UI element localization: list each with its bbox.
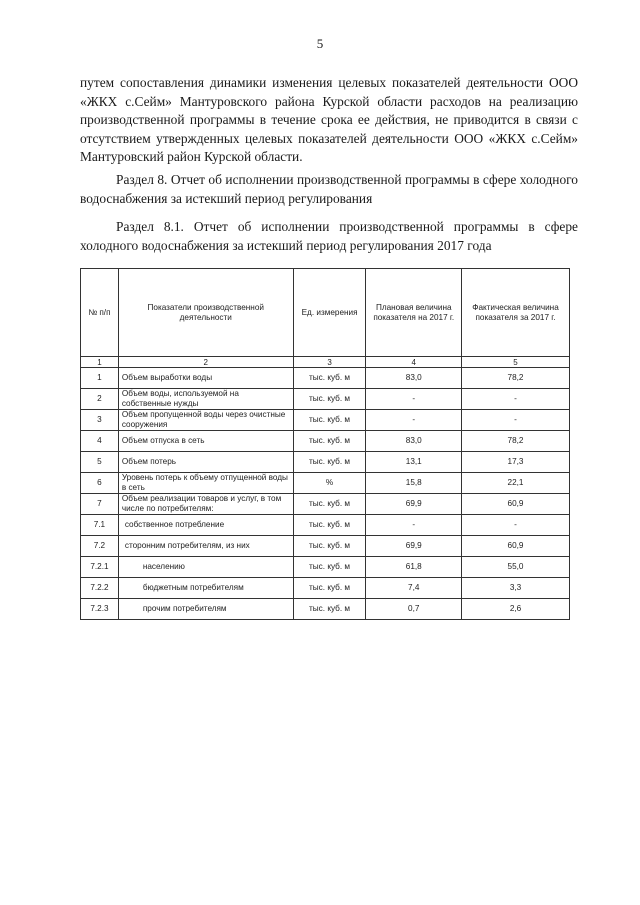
- cell-plan: -: [366, 515, 462, 536]
- cell-fact: 78,2: [462, 431, 570, 452]
- cell-fact: 60,9: [462, 494, 570, 515]
- cell-fact: 60,9: [462, 536, 570, 557]
- cell-name: Объем воды, используемой на собственные нужды: [118, 389, 293, 410]
- cell-plan: 83,0: [366, 431, 462, 452]
- cell-unit: тыс. куб. м: [293, 578, 366, 599]
- cell-fact: 78,2: [462, 368, 570, 389]
- cell-name: Объем пропущенной воды через очистные сооружения: [118, 410, 293, 431]
- cell-unit: тыс. куб. м: [293, 389, 366, 410]
- cell-num: 7.2.3: [81, 599, 119, 620]
- header-name: Показатели производственной деятельности: [118, 269, 293, 357]
- cell-plan: 61,8: [366, 557, 462, 578]
- cell-name: Уровень потерь к объему отпущенной воды в сеть: [118, 473, 293, 494]
- table-row: [81, 452, 570, 473]
- column-index-cell: 5: [462, 357, 570, 368]
- cell-name: Объем потерь: [118, 452, 293, 473]
- cell-unit: %: [293, 473, 366, 494]
- header-num: № п/п: [81, 269, 119, 357]
- page-number: 5: [316, 36, 324, 51]
- cell-name: Объем выработки воды: [118, 368, 293, 389]
- cell-fact: 17,3: [462, 452, 570, 473]
- cell-num: 7.2.1: [81, 557, 119, 578]
- cell-plan: 69,9: [366, 536, 462, 557]
- cell-fact: 55,0: [462, 557, 570, 578]
- column-index-cell: 3: [293, 357, 366, 368]
- cell-name: Объем отпуска в сеть: [118, 431, 293, 452]
- cell-num: 7.2.2: [81, 578, 119, 599]
- report-table: [80, 268, 570, 620]
- header-plan: Плановая величина показателя на 2017 г.: [366, 269, 462, 357]
- cell-plan: 15,8: [366, 473, 462, 494]
- table-row: [81, 515, 570, 536]
- table-header-row: [81, 269, 570, 357]
- column-index-cell: 4: [366, 357, 462, 368]
- cell-plan: 13,1: [366, 452, 462, 473]
- cell-unit: тыс. куб. м: [293, 536, 366, 557]
- cell-num: 7: [81, 494, 119, 515]
- table-row: [81, 494, 570, 515]
- cell-num: 1: [81, 368, 119, 389]
- cell-unit: тыс. куб. м: [293, 431, 366, 452]
- column-index-cell: 1: [81, 357, 119, 368]
- table-row: [81, 389, 570, 410]
- subsection-heading: Раздел 8.1. Отчет об исполнении производственной программы в сфере холодного водоснабжения за истекший период регулирования 2017 года: [80, 219, 578, 253]
- table-row: [81, 431, 570, 452]
- column-index-cell: 2: [118, 357, 293, 368]
- cell-unit: тыс. куб. м: [293, 557, 366, 578]
- cell-num: 7.1: [81, 515, 119, 536]
- cell-name: Объем реализации товаров и услуг, в том числе по потребителям:: [118, 494, 293, 515]
- cell-unit: тыс. куб. м: [293, 515, 366, 536]
- section-heading: Раздел 8. Отчет об исполнении производственной программы в сфере холодного водоснабжения за истекший период регулирования: [80, 172, 578, 206]
- table-row: [81, 557, 570, 578]
- cell-num: 5: [81, 452, 119, 473]
- table-row: [81, 368, 570, 389]
- cell-plan: 0,7: [366, 599, 462, 620]
- table-row: [81, 578, 570, 599]
- cell-unit: тыс. куб. м: [293, 599, 366, 620]
- cell-fact: 3,3: [462, 578, 570, 599]
- cell-num: 4: [81, 431, 119, 452]
- cell-unit: тыс. куб. м: [293, 494, 366, 515]
- cell-fact: 2,6: [462, 599, 570, 620]
- column-index-row: [81, 357, 570, 368]
- cell-num: 3: [81, 410, 119, 431]
- cell-plan: -: [366, 410, 462, 431]
- cell-num: 6: [81, 473, 119, 494]
- cell-name: собственное потребление: [118, 515, 293, 536]
- intro-paragraph: путем сопоставления динамики изменения целевых показателей деятельности ООО «ЖКХ с.Сейм» Мантуровского района Курской области расходов на реализацию производственной программы в течение срока ее действия, не приводится в связи с отсутствием утвержденных целевых показателей деятельности ООО «ЖКХ с.Сейм» Мантуровский район Курской области.: [80, 75, 578, 165]
- header-unit: Ед. измерения: [293, 269, 366, 357]
- header-fact: Фактическая величина показателя за 2017 г.: [462, 269, 570, 357]
- cell-unit: тыс. куб. м: [293, 410, 366, 431]
- cell-fact: -: [462, 389, 570, 410]
- cell-unit: тыс. куб. м: [293, 452, 366, 473]
- cell-name: бюджетным потребителям: [118, 578, 293, 599]
- table-row: [81, 473, 570, 494]
- cell-unit: тыс. куб. м: [293, 368, 366, 389]
- cell-fact: -: [462, 410, 570, 431]
- cell-name: населению: [118, 557, 293, 578]
- table-row: [81, 536, 570, 557]
- cell-fact: 22,1: [462, 473, 570, 494]
- cell-plan: -: [366, 389, 462, 410]
- cell-plan: 83,0: [366, 368, 462, 389]
- cell-plan: 7,4: [366, 578, 462, 599]
- cell-num: 7.2: [81, 536, 119, 557]
- cell-plan: 69,9: [366, 494, 462, 515]
- cell-fact: -: [462, 515, 570, 536]
- table-row: [81, 599, 570, 620]
- cell-name: сторонним потребителям, из них: [118, 536, 293, 557]
- cell-num: 2: [81, 389, 119, 410]
- table-row: [81, 410, 570, 431]
- cell-name: прочим потребителям: [118, 599, 293, 620]
